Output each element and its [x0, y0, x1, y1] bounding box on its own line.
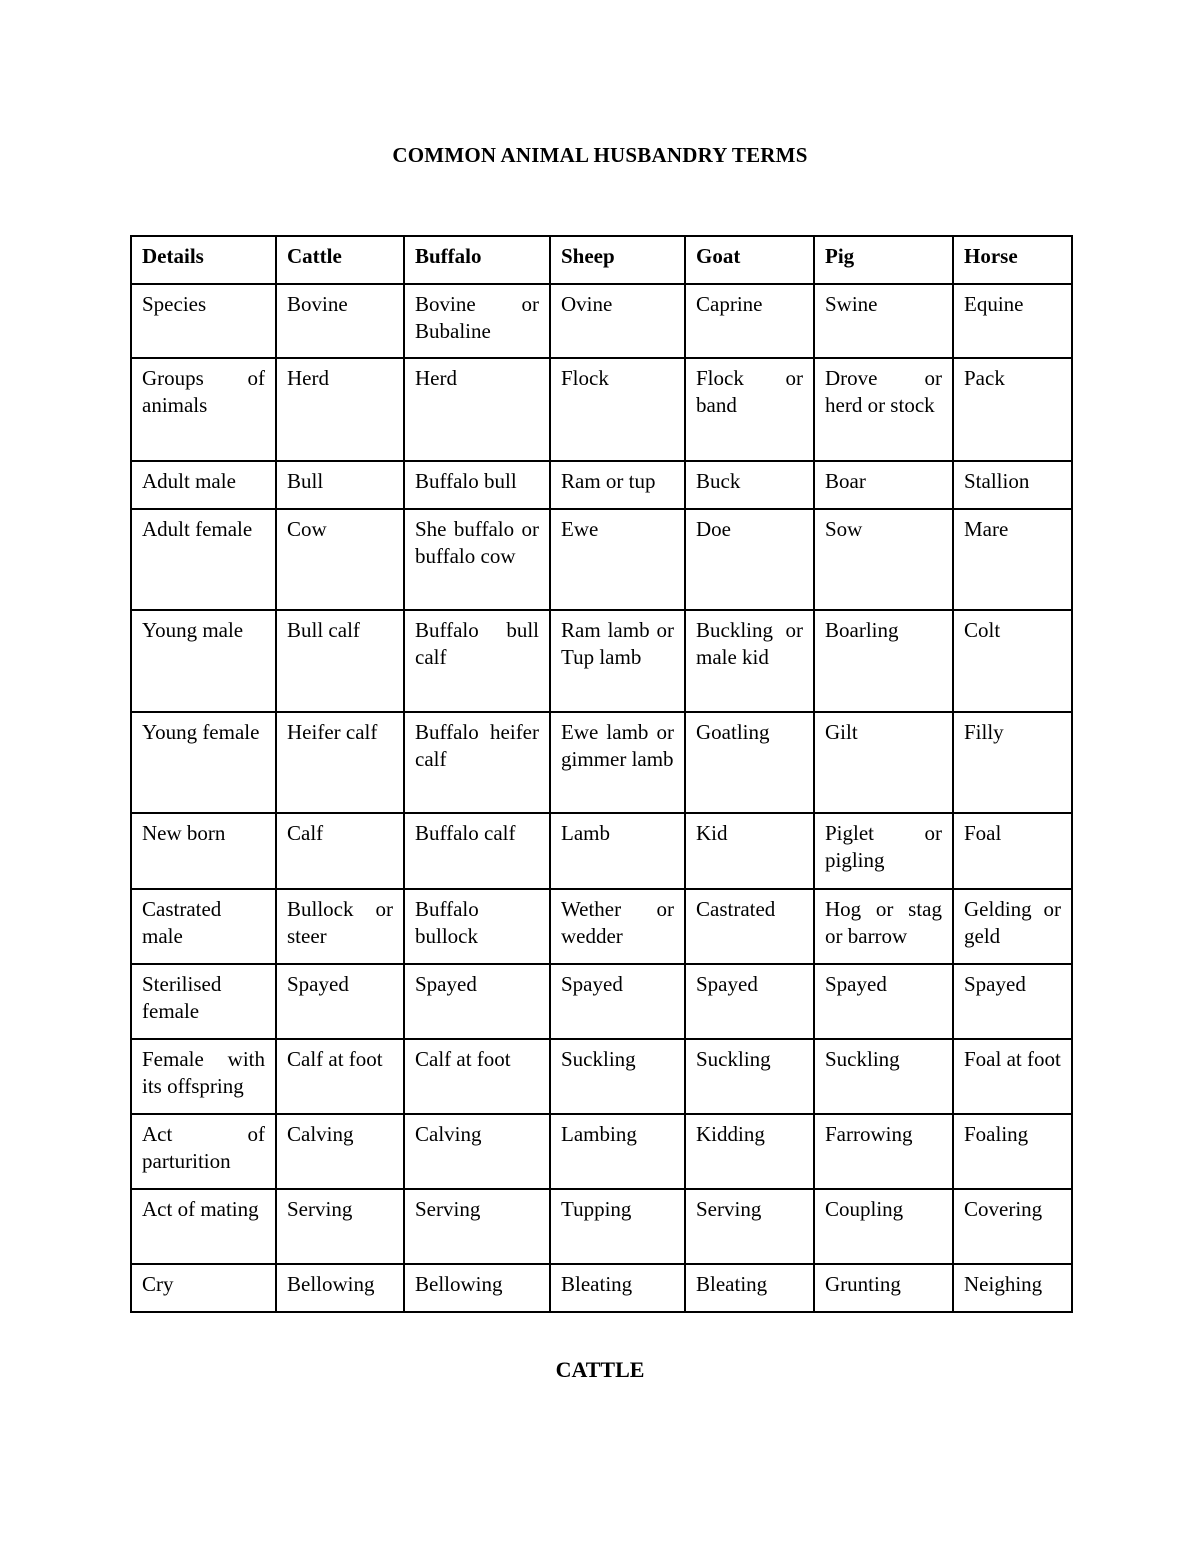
table-cell: Flock	[550, 358, 685, 461]
table-row	[131, 964, 1072, 1039]
table-cell: Serving	[685, 1189, 814, 1264]
table-cell: Kidding	[685, 1114, 814, 1189]
table-row	[131, 1114, 1072, 1189]
table-cell: Bleating	[550, 1264, 685, 1312]
table-cell: Piglet or pigling	[814, 813, 953, 889]
table-cell: Tupping	[550, 1189, 685, 1264]
table-cell: She buffalo or buffalo cow	[404, 509, 550, 610]
row-label-cell: Species	[131, 284, 276, 358]
row-label-cell: Young female	[131, 712, 276, 813]
row-label-cell: New born	[131, 813, 276, 889]
table-cell: Wether or wedder	[550, 889, 685, 964]
table-cell: Serving	[404, 1189, 550, 1264]
table-cell: Calving	[276, 1114, 404, 1189]
table-cell: Bull	[276, 461, 404, 509]
table-cell: Spayed	[404, 964, 550, 1039]
row-label-cell: Act of parturition	[131, 1114, 276, 1189]
table-cell: Farrowing	[814, 1114, 953, 1189]
table-cell: Filly	[953, 712, 1072, 813]
table-cell: Coupling	[814, 1189, 953, 1264]
table-cell: Ram lamb or Tup lamb	[550, 610, 685, 712]
table-cell: Flock or band	[685, 358, 814, 461]
column-header: Sheep	[550, 236, 685, 284]
table-cell: Bovine or Bubaline	[404, 284, 550, 358]
table-cell: Buffalo heifer calf	[404, 712, 550, 813]
row-label-cell: Groups of animals	[131, 358, 276, 461]
row-label-cell: Young male	[131, 610, 276, 712]
table-cell: Ewe lamb or gimmer lamb	[550, 712, 685, 813]
table-header-row	[131, 236, 1072, 284]
table-cell: Stallion	[953, 461, 1072, 509]
table-cell: Colt	[953, 610, 1072, 712]
table-cell: Gelding or geld	[953, 889, 1072, 964]
table-cell: Lamb	[550, 813, 685, 889]
table-cell: Doe	[685, 509, 814, 610]
table-cell: Suckling	[814, 1039, 953, 1114]
table-cell: Swine	[814, 284, 953, 358]
table-cell: Ram or tup	[550, 461, 685, 509]
column-header: Pig	[814, 236, 953, 284]
table-cell: Buffalo calf	[404, 813, 550, 889]
table-cell: Bullock or steer	[276, 889, 404, 964]
table-row	[131, 712, 1072, 813]
column-header: Cattle	[276, 236, 404, 284]
table-cell: Bellowing	[276, 1264, 404, 1312]
table-cell: Equine	[953, 284, 1072, 358]
column-header: Buffalo	[404, 236, 550, 284]
table-row	[131, 1189, 1072, 1264]
table-cell: Drove or herd or stock	[814, 358, 953, 461]
table-cell: Herd	[276, 358, 404, 461]
table-cell: Suckling	[550, 1039, 685, 1114]
table-cell: Covering	[953, 1189, 1072, 1264]
table-cell: Grunting	[814, 1264, 953, 1312]
table-cell: Spayed	[953, 964, 1072, 1039]
table-cell: Calving	[404, 1114, 550, 1189]
row-label-cell: Female with its offspring	[131, 1039, 276, 1114]
table-cell: Calf at foot	[276, 1039, 404, 1114]
table-body	[131, 284, 1072, 1312]
column-header: Horse	[953, 236, 1072, 284]
table-cell: Bleating	[685, 1264, 814, 1312]
table-cell: Calf at foot	[404, 1039, 550, 1114]
section-heading: CATTLE	[555, 1357, 645, 1382]
table-row	[131, 1039, 1072, 1114]
table-row	[131, 461, 1072, 509]
table-cell: Serving	[276, 1189, 404, 1264]
table-row	[131, 610, 1072, 712]
table-cell: Bellowing	[404, 1264, 550, 1312]
husbandry-terms-table	[130, 235, 1073, 1313]
table-cell: Buffalo bullock	[404, 889, 550, 964]
table-row	[131, 813, 1072, 889]
table-cell: Spayed	[276, 964, 404, 1039]
table-cell: Goatling	[685, 712, 814, 813]
table-cell: Hog or stag or barrow	[814, 889, 953, 964]
column-header: Details	[131, 236, 276, 284]
table-cell: Cow	[276, 509, 404, 610]
table-cell: Boarling	[814, 610, 953, 712]
table-cell: Calf	[276, 813, 404, 889]
row-label-cell: Adult male	[131, 461, 276, 509]
column-header: Goat	[685, 236, 814, 284]
table-cell: Gilt	[814, 712, 953, 813]
table-cell: Foal	[953, 813, 1072, 889]
table-cell: Ewe	[550, 509, 685, 610]
table-row	[131, 284, 1072, 358]
table-cell: Castrated	[685, 889, 814, 964]
table-cell: Spayed	[814, 964, 953, 1039]
row-label-cell: Sterilised female	[131, 964, 276, 1039]
table-cell: Kid	[685, 813, 814, 889]
row-label-cell: Adult female	[131, 509, 276, 610]
table-cell: Pack	[953, 358, 1072, 461]
table-cell: Foaling	[953, 1114, 1072, 1189]
table-row	[131, 358, 1072, 461]
row-label-cell: Castrated male	[131, 889, 276, 964]
row-label-cell: Cry	[131, 1264, 276, 1312]
table-cell: Neighing	[953, 1264, 1072, 1312]
table-cell: Buck	[685, 461, 814, 509]
table-cell: Bull calf	[276, 610, 404, 712]
table-cell: Lambing	[550, 1114, 685, 1189]
table-cell: Boar	[814, 461, 953, 509]
table-cell: Buckling or male kid	[685, 610, 814, 712]
row-label-cell: Act of mating	[131, 1189, 276, 1264]
table-cell: Spayed	[685, 964, 814, 1039]
table-row	[131, 889, 1072, 964]
table-cell: Mare	[953, 509, 1072, 610]
table-cell: Suckling	[685, 1039, 814, 1114]
document-title: COMMON ANIMAL HUSBANDRY TERMS	[392, 143, 808, 167]
table-row	[131, 1264, 1072, 1312]
table-cell: Spayed	[550, 964, 685, 1039]
table-cell: Buffalo bull calf	[404, 610, 550, 712]
table-cell: Ovine	[550, 284, 685, 358]
table-row	[131, 509, 1072, 610]
table-cell: Caprine	[685, 284, 814, 358]
table-cell: Heifer calf	[276, 712, 404, 813]
table-cell: Bovine	[276, 284, 404, 358]
table-cell: Buffalo bull	[404, 461, 550, 509]
table-cell: Sow	[814, 509, 953, 610]
table-cell: Herd	[404, 358, 550, 461]
table-cell: Foal at foot	[953, 1039, 1072, 1114]
